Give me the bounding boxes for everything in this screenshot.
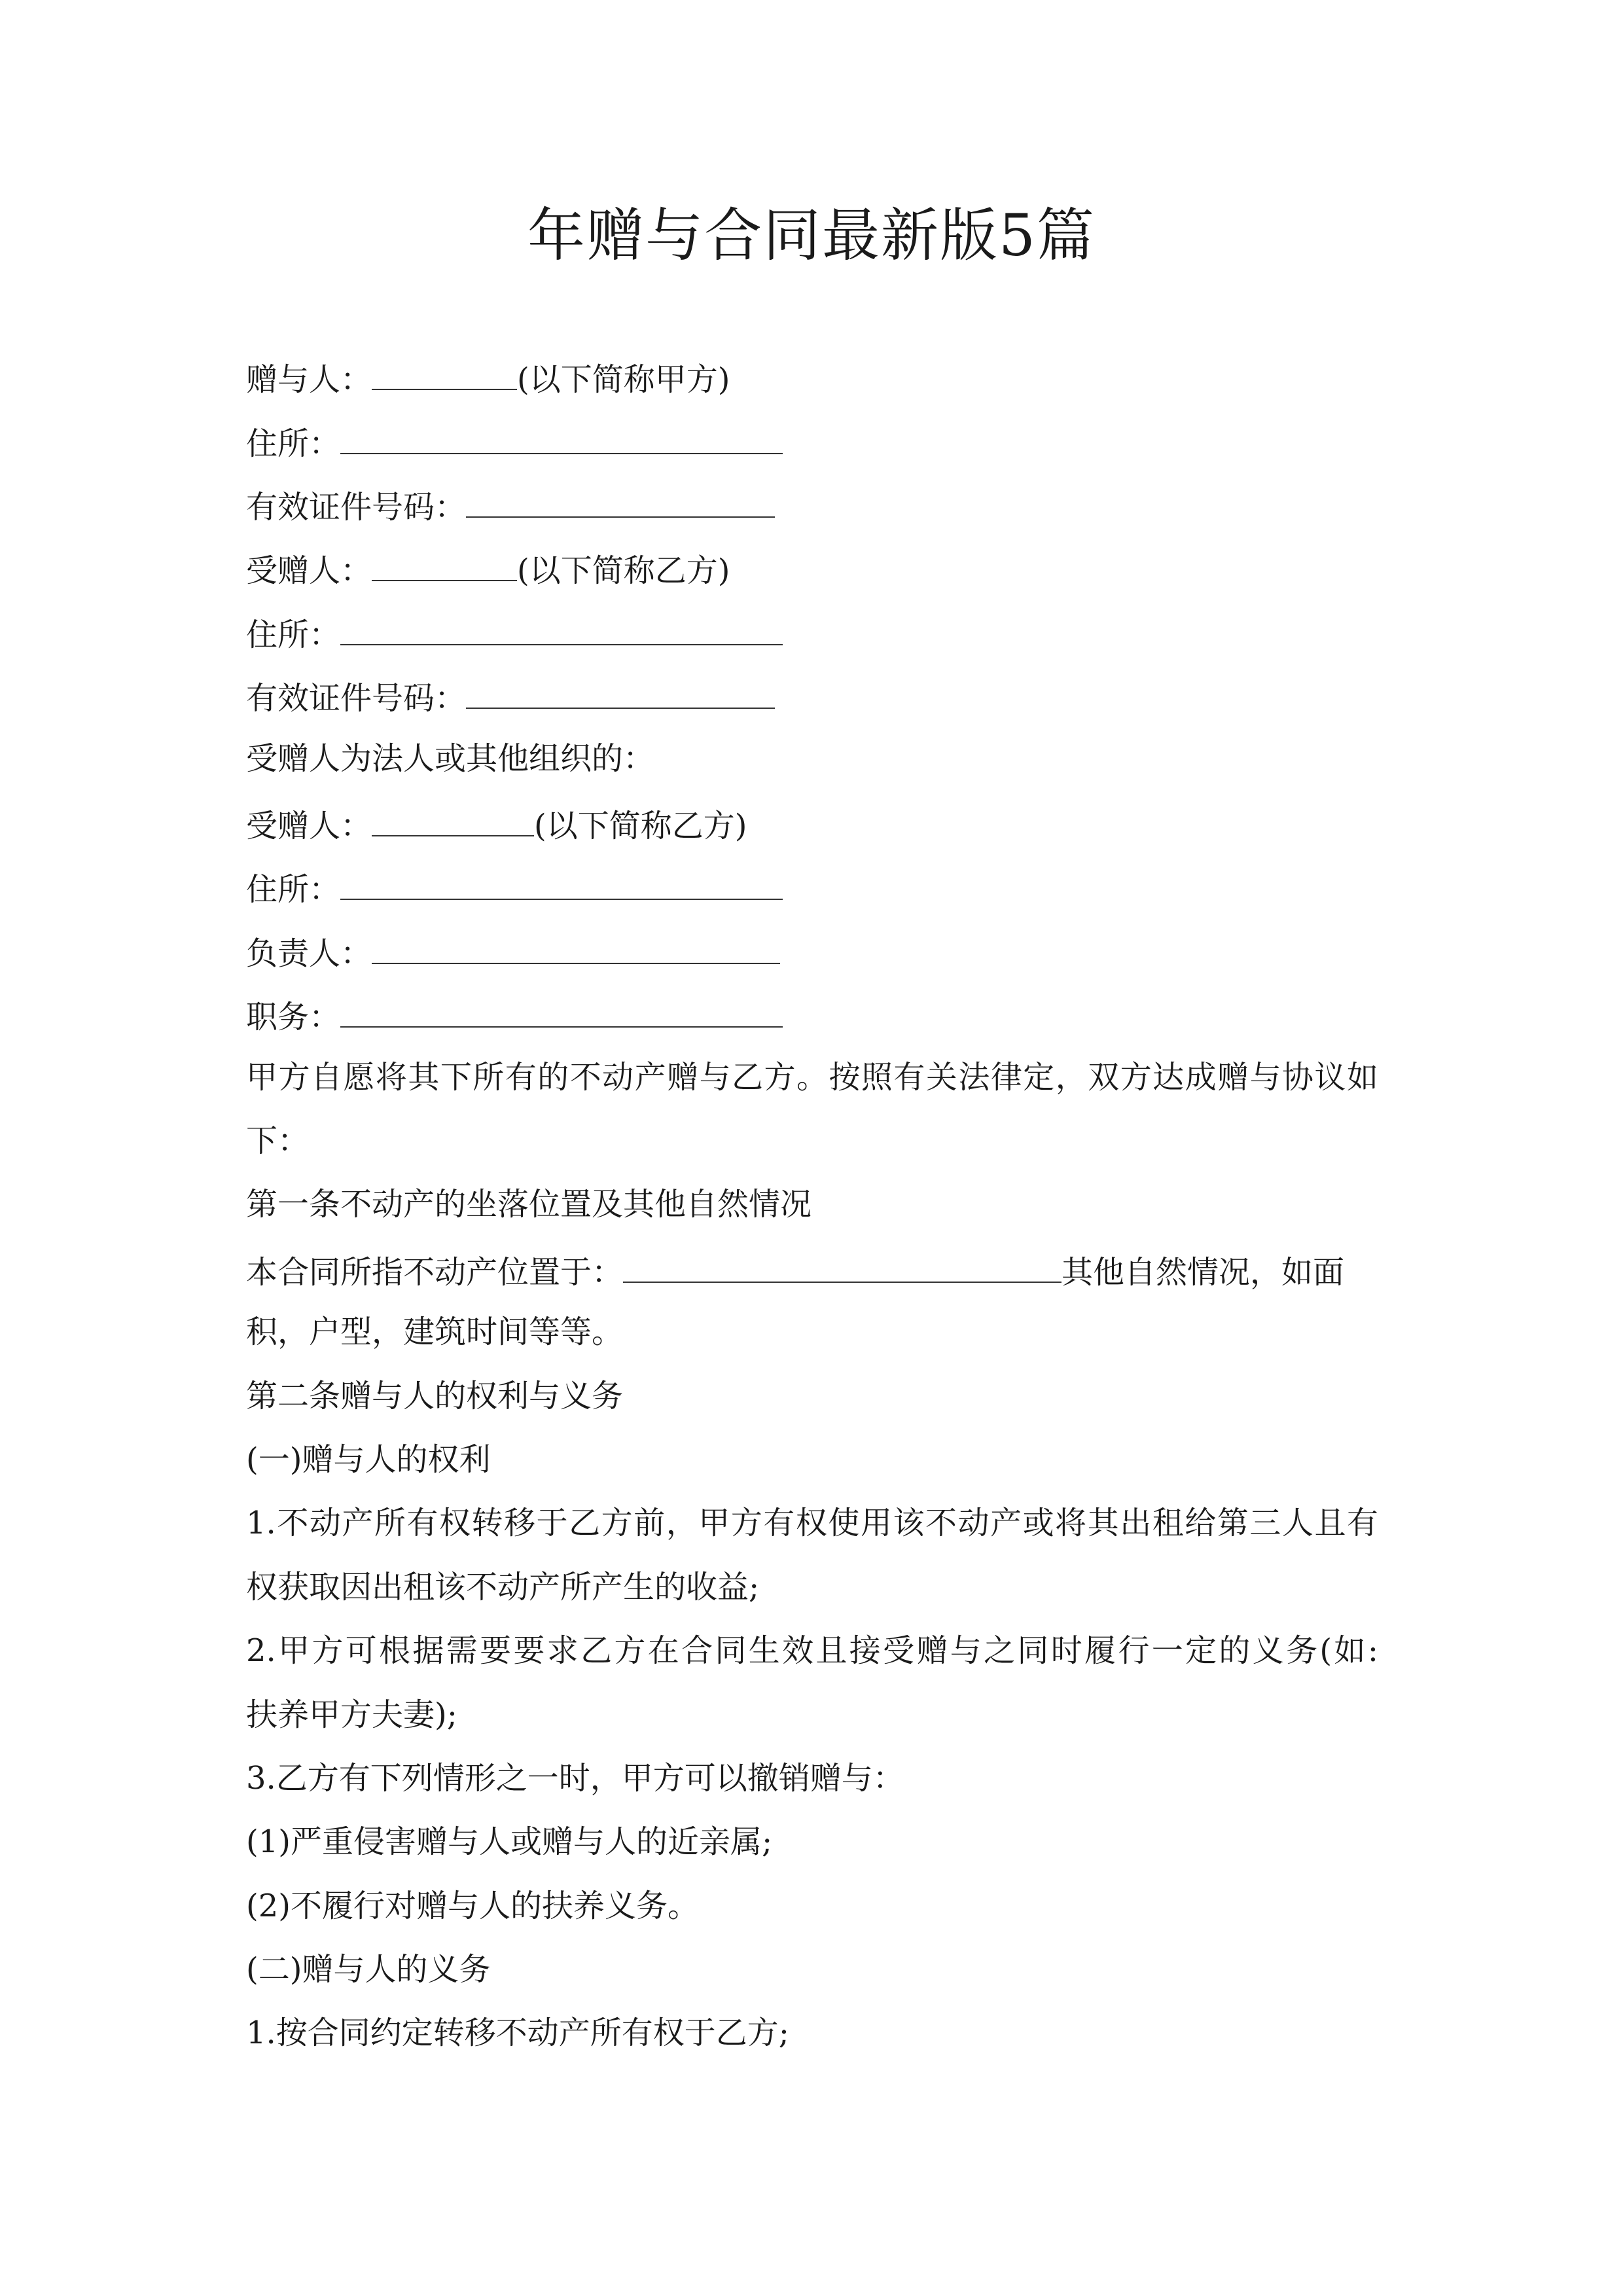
right-3-item-2: (2)不履行对赠与人的扶养义务。 [246, 1888, 699, 1924]
paragraph-intro-line1: 甲方自愿将其下所有的不动产赠与乙方。按照有关法律定，双方达成赠与协议如 [246, 1059, 1378, 1096]
blank-property-location[interactable] [623, 1247, 1061, 1283]
field-donor-address [246, 419, 783, 465]
article-2-title: 第二条赠与人的权利与义务 [246, 1378, 624, 1414]
field-donor-id [246, 482, 775, 528]
field-label: 住所： [246, 617, 341, 653]
field-label: 有效证件号码： [246, 680, 467, 717]
field-org-responsible [246, 929, 780, 975]
article-1-title: 第一条不动产的坐落位置及其他自然情况 [246, 1186, 812, 1223]
document-title: 年赠与合同最新版5篇 [527, 202, 1096, 269]
right-2-line2: 扶养甲方夫妻); [246, 1696, 457, 1733]
blank-donor-name[interactable] [372, 355, 517, 390]
field-suffix: (以下简称甲方) [517, 361, 730, 398]
field-label: 受赠人： [246, 552, 372, 589]
field-label: 受赠人： [246, 808, 372, 844]
rights-title: (一)赠与人的权利 [246, 1441, 491, 1478]
right-3-item-1: (1)严重侵害赠与人或赠与人的近亲属; [246, 1823, 773, 1860]
org-intro: 受赠人为法人或其他组织的： [246, 740, 655, 777]
right-1-line1: 1.不动产所有权转移于乙方前，甲方有权使用该不动产或将其出租给第三人且有 [246, 1505, 1378, 1541]
location-suffix: 其他自然情况，如面 [1061, 1254, 1345, 1291]
blank-org-donee-name[interactable] [372, 801, 534, 836]
location-prefix: 本合同所指不动产位置于： [246, 1254, 624, 1291]
blank-donee-id[interactable] [466, 673, 775, 709]
field-org-position [246, 992, 783, 1038]
paragraph-intro-line2: 下： [246, 1122, 310, 1159]
blank-donee-name[interactable] [372, 546, 517, 581]
field-label: 职务： [246, 999, 341, 1035]
field-suffix: (以下简称乙方) [534, 808, 747, 844]
blank-donee-address[interactable] [340, 610, 783, 645]
blank-org-position[interactable] [340, 992, 783, 1028]
blank-donor-address[interactable] [340, 419, 783, 454]
field-suffix: (以下简称乙方) [517, 552, 730, 589]
field-org-address [246, 865, 783, 910]
field-org-donee [246, 801, 747, 847]
blank-donor-id[interactable] [466, 482, 775, 518]
blank-org-responsible[interactable] [372, 929, 780, 964]
field-donee-address [246, 610, 783, 656]
field-label: 住所： [246, 425, 341, 462]
right-1-line2: 权获取因出租该不动产所产生的收益; [246, 1569, 760, 1605]
field-donor [246, 355, 730, 401]
field-donee-id [246, 673, 775, 719]
field-label: 赠与人： [246, 361, 372, 398]
field-label: 有效证件号码： [246, 489, 467, 526]
duties-title: (二)赠与人的义务 [246, 1951, 491, 1988]
location-line2: 积，户型，建筑时间等等。 [246, 1314, 624, 1350]
field-label: 负责人： [246, 935, 372, 972]
location-line [246, 1247, 1344, 1293]
duty-1: 1.按合同约定转移不动产所有权于乙方; [246, 2015, 789, 2051]
field-label: 住所： [246, 871, 341, 908]
right-2-line1: 2.甲方可根据需要要求乙方在合同生效且接受赠与之同时履行一定的义务(如: [246, 1632, 1378, 1669]
field-donee [246, 546, 730, 592]
right-3: 3.乙方有下列情形之一时，甲方可以撤销赠与： [246, 1760, 904, 1797]
blank-org-address[interactable] [340, 865, 783, 900]
